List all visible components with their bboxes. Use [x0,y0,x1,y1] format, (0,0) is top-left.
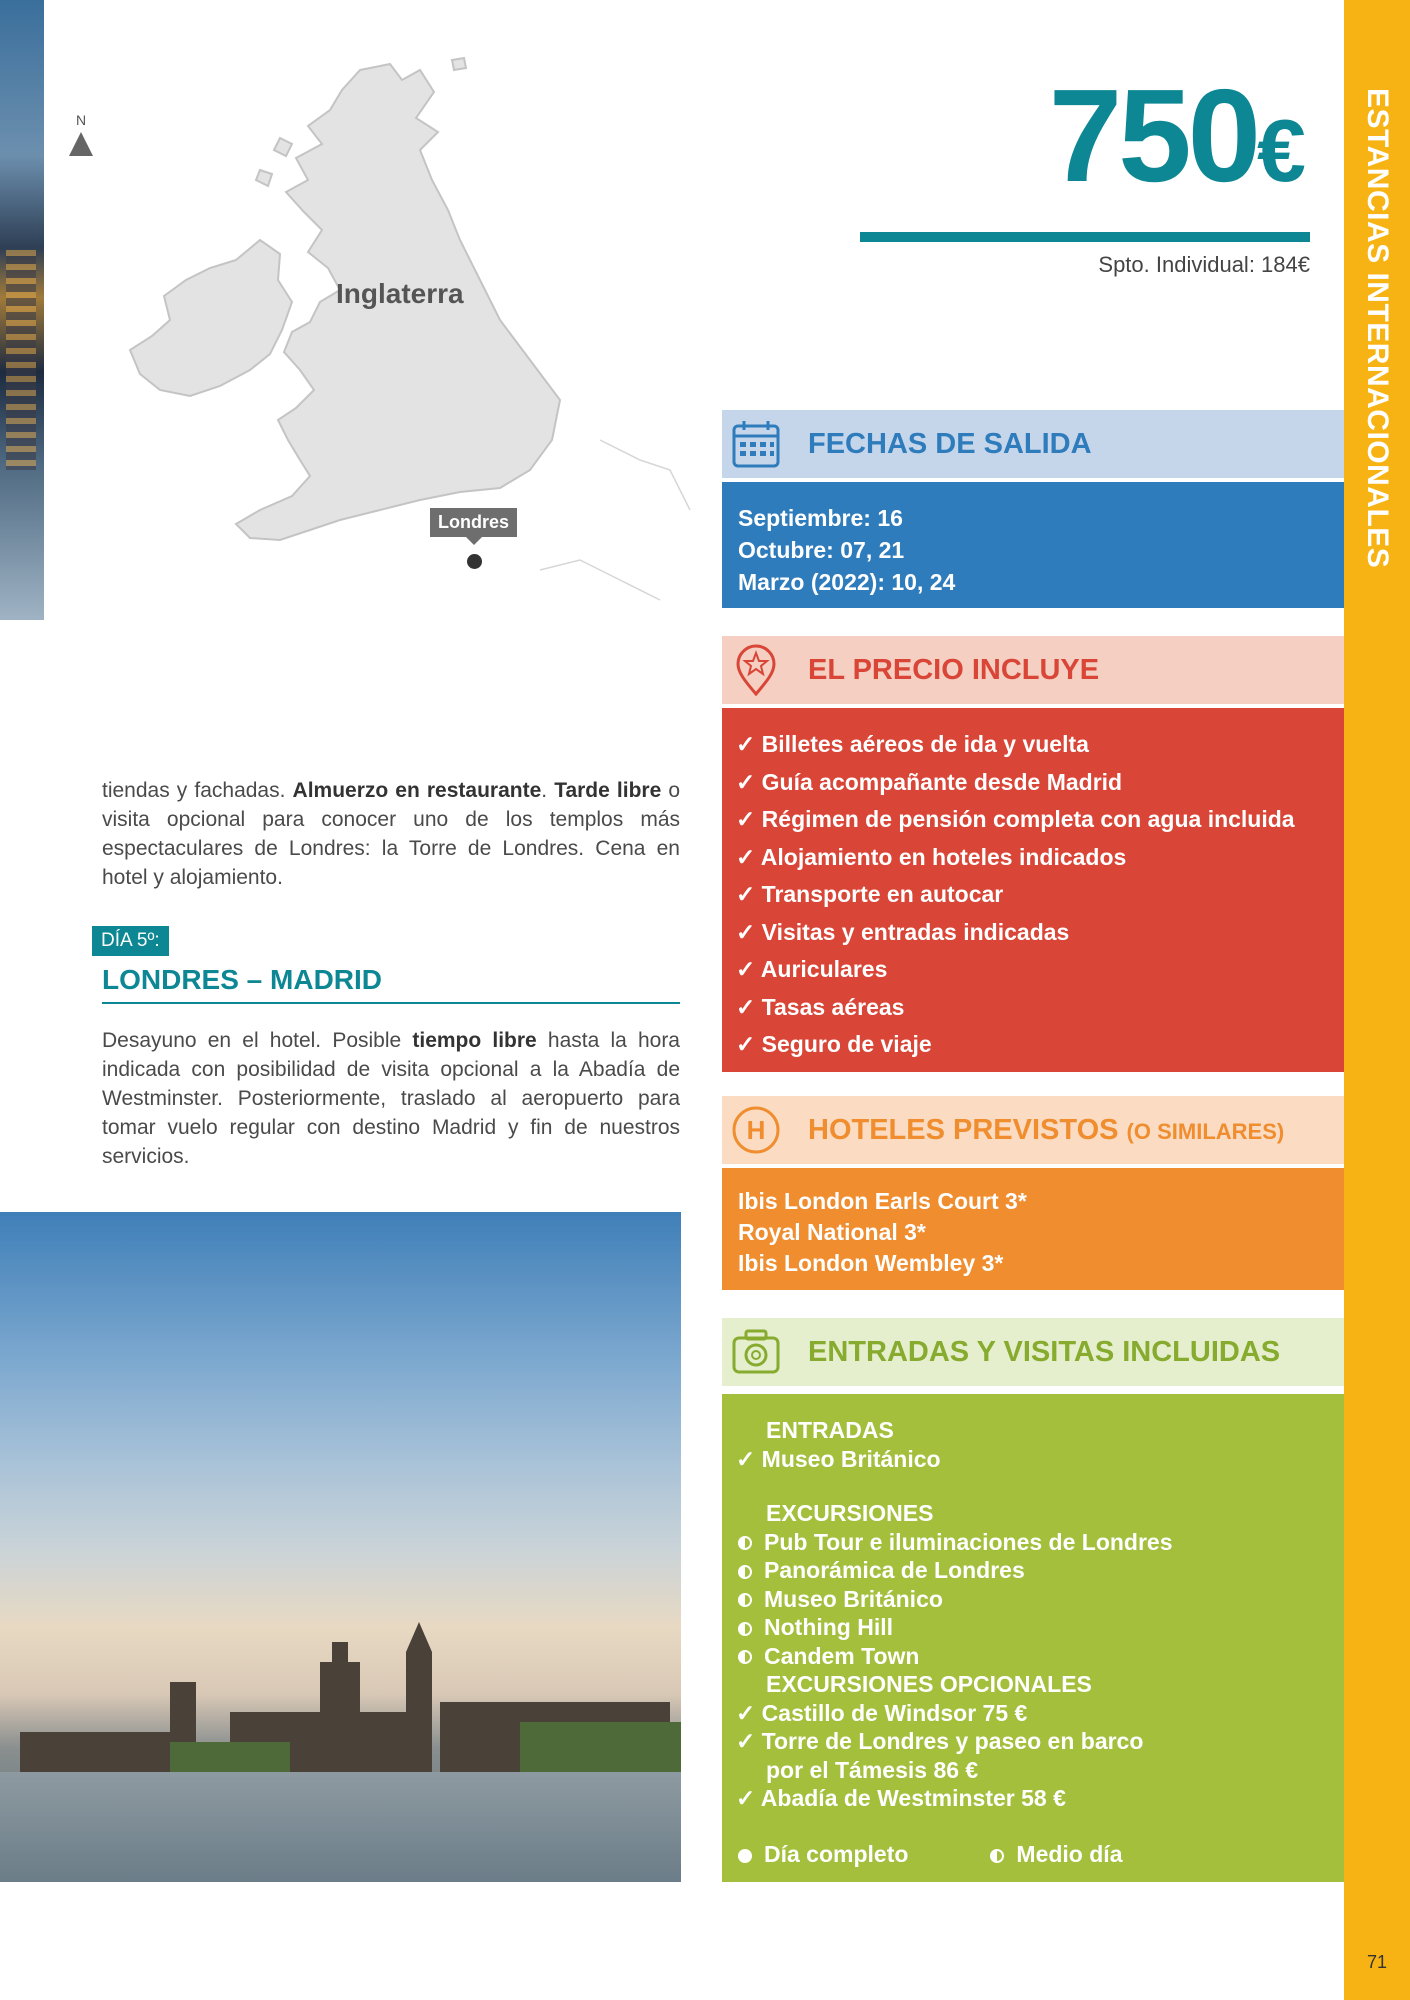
single-supplement: Spto. Individual: 184€ [1098,252,1310,277]
legend-half-label: Medio día [1016,1841,1123,1867]
incluye-item: ✓ Billetes aéreos de ida y vuelta [736,731,1089,757]
half-day-icon [990,1849,1004,1863]
fechas-line: Octubre: 07, 21 [738,537,905,563]
entradas-title: ENTRADAS Y VISITAS INCLUIDAS [808,1336,1281,1368]
price-divider [860,232,1310,242]
day5-bold-1: tiempo libre [412,1029,537,1052]
fechas-box [722,482,1344,608]
fechas-title: FECHAS DE SALIDA [808,428,1092,460]
entradas-item: ✓ Museo Británico [736,1445,941,1472]
full-day-icon [738,1849,752,1863]
itinerary-paragraph-day5 [102,1026,680,1171]
hotel-item: Ibis London Wembley 3* [738,1250,1004,1276]
excursion-label: Nothing Hill [764,1614,894,1640]
excursion-item [736,1613,1330,1642]
hoteles-subtitle: (O SIMILARES) [1126,1119,1285,1144]
hoteles-title: HOTELES PREVISTOS [808,1114,1119,1146]
incluye-item: ✓ Guía acompañante desde Madrid [736,768,1123,795]
london-skyline [0,1622,681,1772]
opcional-item-continued: por el Támesis 86 € [766,1756,979,1783]
opcionales-heading: EXCURSIONES OPCIONALES [766,1671,1092,1697]
fechas-header [722,410,1344,478]
side-band-title-wrap [1344,0,1410,660]
hotel-item: Royal National 3* [738,1219,926,1245]
hotel-icon [730,1104,782,1156]
map-country-label: Inglaterra [336,278,464,309]
fechas-line: Marzo (2022): 10, 24 [738,569,956,595]
excursion-label: Candem Town [764,1642,920,1669]
north-indicator [66,112,96,156]
incluye-item: ✓ Régimen de pensión completa con agua incluida [736,806,1295,832]
hoteles-title-wrap [808,1114,1284,1147]
map-city-marker-icon [467,554,482,569]
entradas-box [722,1394,1344,1882]
intro-bold-2: Tarde libre [554,779,662,802]
opcional-item: ✓ Abadía de Westminster 58 € [736,1785,1066,1811]
price [1048,62,1306,209]
incluye-box [722,708,1344,1072]
river-water [0,1772,681,1882]
map-city-label: Londres [430,508,517,537]
incluye-header [722,636,1344,704]
legend-full-day [736,1841,908,1868]
left-photo-strip [0,0,44,620]
excursion-label: Museo Británico [764,1585,943,1612]
excursion-item [736,1556,1330,1585]
day-badge: DÍA 5º: [92,926,169,956]
incluye-item: ✓ Seguro de viaje [736,1031,932,1057]
incluye-item: ✓ Auriculares [736,956,888,982]
opcional-item: ✓ Torre de Londres y paseo en barco [736,1728,1144,1754]
incluye-title: EL PRECIO INCLUYE [808,654,1100,686]
hotel-item: Ibis London Earls Court 3* [738,1188,1027,1214]
hoteles-box [722,1168,1344,1290]
price-currency: € [1257,101,1306,200]
entradas-heading: ENTRADAS [766,1417,894,1443]
incluye-item: ✓ Alojamiento en hoteles indicados [736,843,1127,870]
side-band-title: ESTANCIAS INTERNACIONALES [1361,88,1394,569]
north-arrow-icon [69,132,93,156]
half-day-icon [738,1593,752,1607]
half-day-icon [738,1622,752,1636]
fechas-line: Septiembre: 16 [738,505,903,531]
day5-text-2: hasta la hora indicada con posibilidad de visita opcional a la Abadía de Westminster. Posteriormente, traslado al aeropuerto para tomar vuelo regular con destino Madrid y fin de nuestros servicios. [102,1029,680,1168]
incluye-item: ✓ Visitas y entradas indicadas [736,918,1070,945]
excursiones-heading: EXCURSIONES [766,1500,934,1526]
half-day-icon [738,1536,752,1550]
incluye-item: ✓ Tasas aéreas [736,993,905,1020]
calendar-icon [730,418,782,470]
incluye-item: ✓ Transporte en autocar [736,881,1004,907]
opcional-item: ✓ Castillo de Windsor 75 € [736,1699,1028,1726]
uk-map [60,40,700,660]
svg-text:H: H [746,1115,766,1145]
excursion-label: Pub Tour e iluminaciones de Londres [764,1528,1173,1555]
intro-text-1: tiendas y fachadas. [102,779,293,802]
page-number: 71 [1366,1952,1388,1972]
legend [736,1841,1122,1868]
legend-full-label: Día completo [764,1841,909,1867]
hoteles-header [722,1096,1344,1164]
excursion-item [736,1585,1330,1614]
camera-icon [730,1326,782,1378]
excursion-label: Panorámica de Londres [764,1557,1025,1583]
north-label: N [75,112,87,128]
legend-half-day [988,1841,1122,1868]
intro-bold-1: Almuerzo en restaurante [292,779,542,802]
half-day-icon [738,1565,752,1579]
location-star-icon [730,644,782,696]
price-amount: 750 [1048,62,1258,209]
itinerary-paragraph-intro [102,776,680,892]
intro-text-2: . [541,779,555,802]
entradas-header [722,1318,1344,1386]
london-photo [0,1212,681,1882]
excursion-item [736,1528,1330,1557]
day5-text-1: Desayuno en el hotel. Posible [102,1029,413,1052]
intro-text-3: o visita opcional para conocer uno de los templos más espectaculares de Londres: la Torre de Londres. Cena en hotel y alojamiento. [102,779,681,889]
half-day-icon [738,1650,752,1664]
day-title: LONDRES – MADRID [102,964,680,1004]
spacer [736,1473,1330,1499]
excursion-item [736,1642,1330,1671]
